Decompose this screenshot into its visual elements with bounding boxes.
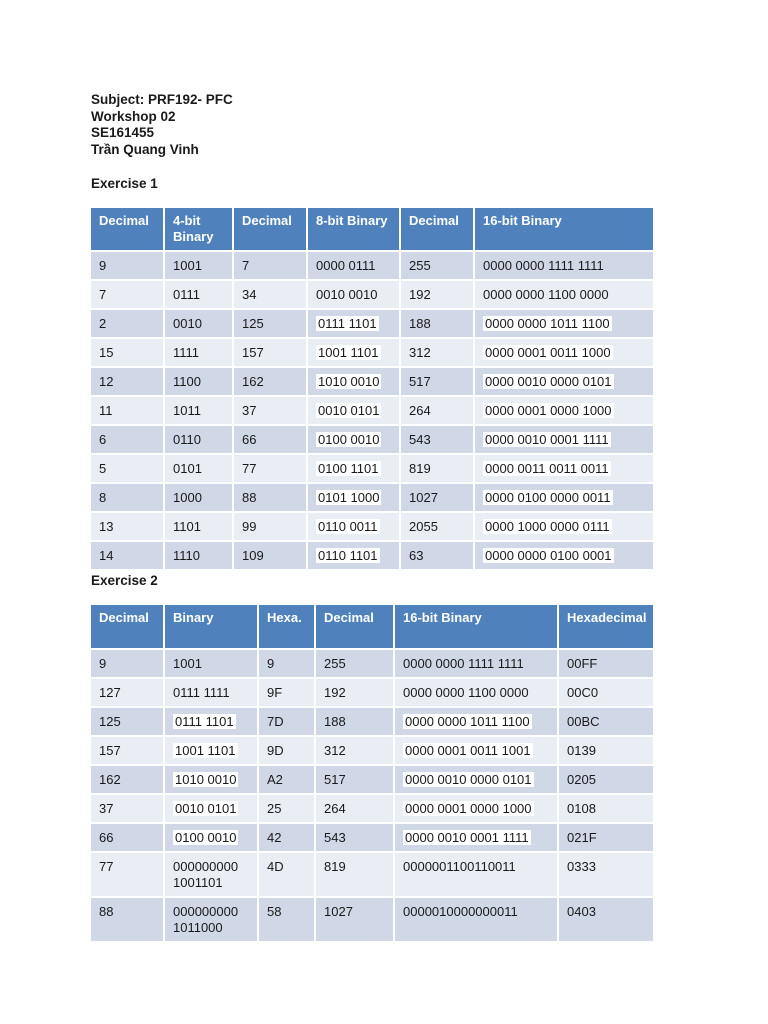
table-row xyxy=(91,396,653,425)
cell-value: 1027 xyxy=(409,490,438,505)
column-header: Decimal xyxy=(91,605,164,649)
table-row xyxy=(91,897,653,941)
workshop-line: Workshop 02 xyxy=(91,108,176,124)
cell-value: 517 xyxy=(409,374,431,389)
table-cell xyxy=(474,280,653,309)
table-cell xyxy=(474,483,653,512)
subject-line: Subject: PRF192- PFC xyxy=(91,92,233,107)
table-cell xyxy=(394,678,558,707)
table-cell xyxy=(315,707,394,736)
table-cell xyxy=(233,483,307,512)
cell-value: 0000 1000 0000 0111 xyxy=(485,519,610,534)
table-cell xyxy=(91,765,164,794)
table-cell xyxy=(258,897,315,941)
table-cell xyxy=(91,454,164,483)
cell-value: 000000000 1001101 xyxy=(173,859,239,890)
cell-value: 0000 0100 0000 0011 xyxy=(485,490,611,505)
table-cell xyxy=(394,649,558,678)
cell-value: 255 xyxy=(409,258,431,273)
table-cell xyxy=(91,852,164,897)
table-cell xyxy=(400,367,474,396)
table-cell xyxy=(474,425,653,454)
table-cell xyxy=(400,338,474,367)
table-header-row xyxy=(91,605,653,649)
table-cell xyxy=(474,512,653,541)
cell-value: 0010 0101 xyxy=(175,801,237,816)
cell-value: 7 xyxy=(99,287,107,302)
table-row xyxy=(91,280,653,309)
table-cell xyxy=(233,338,307,367)
cell-value: 1001 1101 xyxy=(175,743,236,758)
table-cell xyxy=(164,794,258,823)
cell-value: 0000 0011 0011 0011 xyxy=(485,461,609,476)
cell-value: 157 xyxy=(99,743,121,758)
cell-value: 1110 xyxy=(173,548,200,563)
cell-value: 0139 xyxy=(567,743,596,758)
cell-value: 0000 0111 xyxy=(316,258,376,273)
cell-value: 9F xyxy=(267,685,283,700)
cell-value: 0000 0010 0001 1111 xyxy=(485,432,609,447)
cell-value: 5 xyxy=(99,461,107,476)
table-cell xyxy=(307,512,400,541)
column-header: Hexadecimal xyxy=(558,605,653,649)
table-cell xyxy=(258,678,315,707)
table-cell xyxy=(164,678,258,707)
table-cell xyxy=(91,425,164,454)
table-cell xyxy=(307,541,400,569)
cell-value: 0110 0011 xyxy=(318,519,378,534)
table-cell xyxy=(233,425,307,454)
table-row xyxy=(91,483,653,512)
table-row xyxy=(91,512,653,541)
table-cell xyxy=(474,541,653,569)
table-row xyxy=(91,541,653,569)
cell-value: 15 xyxy=(99,345,114,360)
cell-value: A2 xyxy=(267,772,283,787)
cell-value: 819 xyxy=(324,859,346,874)
table-cell xyxy=(307,338,400,367)
cell-value: 0111 1111 xyxy=(173,685,230,700)
table-cell xyxy=(164,396,233,425)
cell-value: 13 xyxy=(99,519,114,534)
cell-value: 00C0 xyxy=(567,685,599,700)
cell-value: 0108 xyxy=(567,801,596,816)
student-id: SE161455 xyxy=(91,125,155,140)
table-cell xyxy=(394,707,558,736)
table-cell xyxy=(164,338,233,367)
table-cell xyxy=(233,512,307,541)
cell-value: 1010 0010 xyxy=(318,374,380,389)
table-cell xyxy=(233,396,307,425)
cell-value: 99 xyxy=(242,519,257,534)
table-row xyxy=(91,425,653,454)
cell-value: 0205 xyxy=(567,772,596,787)
table-cell xyxy=(474,367,653,396)
cell-value: 312 xyxy=(409,345,431,360)
table-cell xyxy=(233,251,307,280)
cell-value: 1100 xyxy=(173,374,201,389)
table-cell xyxy=(164,897,258,941)
cell-value: 1111 xyxy=(173,345,200,360)
cell-value: 1000 xyxy=(173,490,202,505)
cell-value: 88 xyxy=(242,490,257,505)
cell-value: 157 xyxy=(242,345,264,360)
cell-value: 125 xyxy=(99,714,121,729)
cell-value: 264 xyxy=(324,801,346,816)
table-cell xyxy=(474,309,653,338)
cell-value: 192 xyxy=(409,287,431,302)
cell-value: 42 xyxy=(267,830,282,845)
cell-value: 0110 1101 xyxy=(318,548,378,563)
table-cell xyxy=(558,823,653,852)
table-cell xyxy=(164,454,233,483)
table-cell xyxy=(315,765,394,794)
cell-value: 0403 xyxy=(567,904,596,919)
table-cell xyxy=(233,541,307,569)
cell-value: 1001 1101 xyxy=(318,345,379,360)
exercise-2-title: Exercise 2 xyxy=(91,573,158,588)
table-cell xyxy=(164,512,233,541)
cell-value: 0000 0001 0000 1000 xyxy=(405,801,532,816)
cell-value: 2 xyxy=(99,316,107,331)
table-cell xyxy=(164,280,233,309)
table-cell xyxy=(474,338,653,367)
cell-value: 14 xyxy=(99,548,114,563)
cell-value: 0101 1000 xyxy=(318,490,380,505)
table-cell xyxy=(164,251,233,280)
table-cell xyxy=(91,280,164,309)
table-cell xyxy=(164,852,258,897)
cell-value: 58 xyxy=(267,904,282,919)
table-row xyxy=(91,251,653,280)
cell-value: 2055 xyxy=(409,519,438,534)
table-cell xyxy=(307,483,400,512)
table-cell xyxy=(91,736,164,765)
table-cell xyxy=(315,794,394,823)
cell-value: 0111 1101 xyxy=(318,316,377,331)
cell-value: 0000 0000 1011 1100 xyxy=(405,714,530,729)
cell-value: 0000 0000 1111 1111 xyxy=(483,258,604,273)
cell-value: 66 xyxy=(99,830,114,845)
cell-value: 162 xyxy=(99,772,121,787)
cell-value: 9D xyxy=(267,743,284,758)
cell-value: 543 xyxy=(409,432,431,447)
table-row xyxy=(91,794,653,823)
cell-value: 66 xyxy=(242,432,257,447)
column-header: Decimal xyxy=(400,208,474,251)
table-cell xyxy=(164,765,258,794)
cell-value: 255 xyxy=(324,656,346,671)
table-row xyxy=(91,338,653,367)
cell-value: 0010 xyxy=(173,316,202,331)
table-cell xyxy=(558,678,653,707)
table-cell xyxy=(91,823,164,852)
table-cell xyxy=(400,483,474,512)
table-cell xyxy=(164,483,233,512)
table-cell xyxy=(91,338,164,367)
table-cell xyxy=(394,823,558,852)
table-cell xyxy=(400,396,474,425)
table-cell xyxy=(91,512,164,541)
cell-value: 188 xyxy=(409,316,431,331)
table-cell xyxy=(164,367,233,396)
document-header xyxy=(91,92,233,158)
table-cell xyxy=(164,707,258,736)
cell-value: 312 xyxy=(324,743,346,758)
cell-value: 0000 0010 0000 0101 xyxy=(485,374,612,389)
cell-value: 77 xyxy=(99,859,114,874)
table-cell xyxy=(258,852,315,897)
column-header: 8-bit Binary xyxy=(307,208,400,251)
table-row xyxy=(91,765,653,794)
table-cell xyxy=(233,367,307,396)
cell-value: 7D xyxy=(267,714,284,729)
cell-value: 0000 0001 0011 1000 xyxy=(485,345,611,360)
table-cell xyxy=(91,483,164,512)
table-cell xyxy=(315,736,394,765)
table-cell xyxy=(258,794,315,823)
table-cell xyxy=(164,541,233,569)
cell-value: 37 xyxy=(242,403,257,418)
table-cell xyxy=(394,897,558,941)
cell-value: 9 xyxy=(267,656,275,671)
cell-value: 543 xyxy=(324,830,346,845)
table-cell xyxy=(307,425,400,454)
column-header: Decimal xyxy=(233,208,307,251)
table-cell xyxy=(315,823,394,852)
cell-value: 12 xyxy=(99,374,114,389)
table-cell xyxy=(315,897,394,941)
table-cell xyxy=(400,541,474,569)
table-cell xyxy=(164,736,258,765)
table-cell xyxy=(307,454,400,483)
cell-value: 9 xyxy=(99,258,107,273)
student-name: Trần Quang Vinh xyxy=(91,141,199,157)
exercise-1-title: Exercise 1 xyxy=(91,176,158,191)
table-cell xyxy=(394,736,558,765)
cell-value: 1101 xyxy=(173,519,201,534)
table-cell xyxy=(315,852,394,897)
table-cell xyxy=(558,765,653,794)
cell-value: 819 xyxy=(409,461,431,476)
table-cell xyxy=(91,309,164,338)
cell-value: 00FF xyxy=(567,656,598,671)
cell-value: 0000 0000 1011 1100 xyxy=(485,316,610,331)
table-cell xyxy=(474,454,653,483)
table-cell xyxy=(91,396,164,425)
cell-value: 7 xyxy=(242,258,250,273)
cell-value: 127 xyxy=(99,685,121,700)
cell-value: 0000 0000 1100 0000 xyxy=(483,287,609,302)
table-cell xyxy=(558,794,653,823)
table-row xyxy=(91,852,653,897)
cell-value: 264 xyxy=(409,403,431,418)
table-cell xyxy=(164,309,233,338)
cell-value: 0000 0000 1100 0000 xyxy=(403,685,529,700)
table-row xyxy=(91,823,653,852)
table-cell xyxy=(558,649,653,678)
cell-value: 0110 xyxy=(173,432,201,447)
column-header: Decimal xyxy=(315,605,394,649)
cell-value: 1001 xyxy=(173,258,202,273)
cell-value: 37 xyxy=(99,801,114,816)
column-header: Hexa. xyxy=(258,605,315,649)
table-cell xyxy=(315,649,394,678)
cell-value: 8 xyxy=(99,490,107,505)
exercise-1-table xyxy=(91,208,653,569)
cell-value: 517 xyxy=(324,772,346,787)
table-cell xyxy=(400,251,474,280)
table-cell xyxy=(258,649,315,678)
table-cell xyxy=(91,678,164,707)
table-cell xyxy=(474,251,653,280)
cell-value: 0111 1101 xyxy=(175,714,234,729)
table-row xyxy=(91,649,653,678)
table-cell xyxy=(164,649,258,678)
cell-value: 88 xyxy=(99,904,114,919)
cell-value: 0000001100110011 xyxy=(403,859,516,874)
table-cell xyxy=(258,707,315,736)
table-cell xyxy=(474,396,653,425)
table-row xyxy=(91,454,653,483)
table-cell xyxy=(233,280,307,309)
cell-value: 9 xyxy=(99,656,107,671)
column-header: Binary xyxy=(164,605,258,649)
cell-value: 4D xyxy=(267,859,284,874)
cell-value: 0333 xyxy=(567,859,596,874)
cell-value: 0111 xyxy=(173,287,200,302)
cell-value: 0000 0001 0011 1001 xyxy=(405,743,531,758)
table-cell xyxy=(394,794,558,823)
table-cell xyxy=(91,794,164,823)
table-cell xyxy=(400,512,474,541)
table-cell xyxy=(400,425,474,454)
column-header: Decimal xyxy=(91,208,164,251)
table-cell xyxy=(233,454,307,483)
cell-value: 0101 xyxy=(173,461,202,476)
table-cell xyxy=(91,707,164,736)
cell-value: 0010 0101 xyxy=(318,403,380,418)
table-cell xyxy=(307,367,400,396)
table-cell xyxy=(91,541,164,569)
cell-value: 109 xyxy=(242,548,264,563)
table-cell xyxy=(307,251,400,280)
cell-value: 000000000 1011000 xyxy=(173,904,239,935)
table-cell xyxy=(91,649,164,678)
cell-value: 0000010000000011 xyxy=(403,904,518,919)
table-cell xyxy=(307,280,400,309)
cell-value: 125 xyxy=(242,316,264,331)
table-cell xyxy=(258,823,315,852)
cell-value: 0000 0010 0001 1111 xyxy=(405,830,529,845)
table-cell xyxy=(315,678,394,707)
table-cell xyxy=(258,736,315,765)
cell-value: 162 xyxy=(242,374,264,389)
cell-value: 77 xyxy=(242,461,257,476)
column-header: 16-bit Binary xyxy=(394,605,558,649)
cell-value: 1001 xyxy=(173,656,202,671)
table-cell xyxy=(400,280,474,309)
table-cell xyxy=(258,765,315,794)
column-header: 4-bit Binary xyxy=(164,208,233,251)
cell-value: 0010 0010 xyxy=(316,287,378,302)
cell-value: 0000 0010 0000 0101 xyxy=(405,772,532,787)
cell-value: 00BC xyxy=(567,714,600,729)
table-cell xyxy=(558,897,653,941)
cell-value: 021F xyxy=(567,830,597,845)
cell-value: 0000 0000 1111 1111 xyxy=(403,656,524,671)
table-header-row xyxy=(91,208,653,251)
table-cell xyxy=(164,425,233,454)
table-cell xyxy=(307,396,400,425)
table-row xyxy=(91,707,653,736)
table-cell xyxy=(307,309,400,338)
cell-value: 11 xyxy=(99,403,113,418)
table-cell xyxy=(91,251,164,280)
column-header: 16-bit Binary xyxy=(474,208,653,251)
table-cell xyxy=(558,736,653,765)
cell-value: 188 xyxy=(324,714,346,729)
cell-value: 0100 0010 xyxy=(175,830,237,845)
cell-value: 6 xyxy=(99,432,107,447)
exercise-2-table xyxy=(91,605,653,941)
cell-value: 0000 0001 0000 1000 xyxy=(485,403,612,418)
table-row xyxy=(91,309,653,338)
table-cell xyxy=(558,707,653,736)
table-cell xyxy=(394,852,558,897)
cell-value: 63 xyxy=(409,548,424,563)
table-row xyxy=(91,678,653,707)
table-row xyxy=(91,736,653,765)
table-cell xyxy=(558,852,653,897)
table-cell xyxy=(400,454,474,483)
table-cell xyxy=(91,897,164,941)
cell-value: 192 xyxy=(324,685,346,700)
table-row xyxy=(91,367,653,396)
table-cell xyxy=(400,309,474,338)
cell-value: 0100 1101 xyxy=(318,461,379,476)
table-cell xyxy=(394,765,558,794)
cell-value: 25 xyxy=(267,801,282,816)
cell-value: 1010 0010 xyxy=(175,772,237,787)
table-cell xyxy=(233,309,307,338)
cell-value: 0100 0010 xyxy=(318,432,380,447)
table-cell xyxy=(164,823,258,852)
cell-value: 1011 xyxy=(173,403,201,418)
cell-value: 0000 0000 0100 0001 xyxy=(485,548,612,563)
table-cell xyxy=(91,367,164,396)
cell-value: 34 xyxy=(242,287,257,302)
cell-value: 1027 xyxy=(324,904,353,919)
